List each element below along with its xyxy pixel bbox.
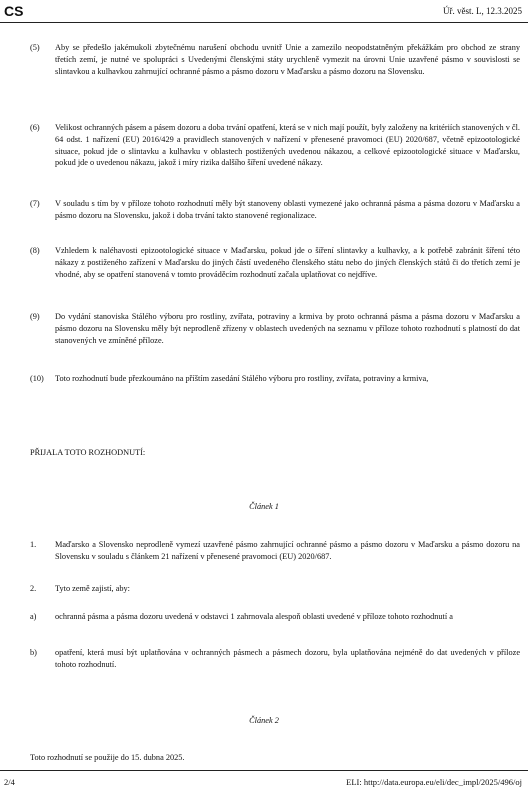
recital-text: Vzhledem k naléhavosti epizootologické situace v Maďarsku, pokud jde o šíření slintavky a kulhavky, a k potřebě zabránit šíření této nákazy z postiženého zařízení v Maďarsku do jiných částí uvedeného členského státu nebo do jiných členských států či do třetích zemí je vhodné, aby se opatření stanovená v tomto prováděcím rozhodnutí začala uplatňovat co nejdříve.: [55, 246, 520, 279]
recital-10: [30, 373, 520, 385]
recital-text: Toto rozhodnutí bude přezkoumáno na příštím zasedání Stálého výboru pro rostliny, zvířata, potraviny a krmiva,: [55, 374, 429, 383]
recital-number: (5): [30, 43, 40, 52]
point-label: b): [30, 648, 37, 657]
point-label: a): [30, 612, 37, 621]
recital-text: Aby se předešlo jakémukoli zbytečnému narušení obchodu uvnitř Unie a zamezilo neopodstatněným překážkám pro obchod ze strany třetích zemí, je nutné ve spolupráci s Uvedenými členskými státy urychleně vymezit na úrovni Unie uzavřené pásmo v souvislosti se slintavkou a kulhavkou zahrnující ochranné pásmo a pásmo dozoru v Maďarsku a pásmo dozoru na Slovensku.: [55, 43, 520, 76]
recital-5: [30, 42, 520, 77]
article-1-point-b: [30, 647, 520, 671]
article-1-point-a: [30, 611, 520, 623]
recital-number: (10): [30, 374, 44, 383]
recital-8: [30, 245, 520, 280]
recital-6: [30, 122, 520, 169]
point-text: ochranná pásma a pásma dozoru uvedená v odstavci 1 zahrnovala alespoň oblasti uvedené v příloze tohoto rozhodnutí a: [55, 612, 453, 621]
article-2-text: Toto rozhodnutí se použije do 15. dubna 2025.: [30, 753, 185, 762]
paragraph-number: 2.: [30, 584, 37, 593]
recital-text: V souladu s tím by v příloze tohoto rozhodnutí měly být stanoveny oblasti vymezené jako ochranná pásma a pásma dozoru v Maďarsku a pásmo dozoru na Slovensku, jakož i doba trvání takto stanovené regionalizace.: [55, 199, 520, 220]
article-1-heading: Článek 1: [249, 502, 279, 511]
recital-9: [30, 311, 520, 346]
recital-number: (8): [30, 246, 40, 255]
paragraph-number: 1.: [30, 540, 37, 549]
header-divider: [0, 22, 528, 23]
paragraph-text: Tyto země zajistí, aby:: [55, 584, 130, 593]
recital-number: (6): [30, 123, 40, 132]
paragraph-text: Maďarsko a Slovensko neprodleně vymezí uzavřené pásmo zahrnující ochranné pásmo a pásmo dozoru v Maďarsku a pásmo dozoru na Slovensku v souladu s článkem 21 nařízení v přenesené pravomoci (EU) 2020/687.: [55, 540, 520, 561]
recital-number: (7): [30, 199, 40, 208]
language-code: CS: [4, 3, 24, 19]
article-1-paragraph-1: [30, 539, 520, 563]
recital-7: [30, 198, 520, 222]
page-number: 2/4: [4, 777, 15, 787]
journal-reference: Úř. věst. L, 12.3.2025: [443, 6, 522, 16]
point-text: opatření, která musí být uplatňována v ochranných pásmech a pásmech dozoru, byla uplatňována nejméně do dat uvedených v příloze tohoto rozhodnutí.: [55, 648, 520, 669]
adoption-statement: PŘIJALA TOTO ROZHODNUTÍ:: [30, 448, 146, 457]
eli-link[interactable]: ELI: http://data.europa.eu/eli/dec_impl/2025/496/oj: [346, 777, 522, 787]
footer-divider: [0, 770, 528, 771]
recital-text: Do vydání stanoviska Stálého výboru pro rostliny, zvířata, potraviny a krmiva by proto ochranná pásma a pásma dozoru v Maďarsku a pásmo dozoru na Slovensku měly být neprodleně zřízeny v oblastech uvedených na seznamu v příloze tohoto rozhodnutí s platností do dat stanovených ve zmíněné příloze.: [55, 312, 520, 345]
recital-text: Velikost ochranných pásem a pásem dozoru a doba trvání opatření, která se v nich mají použít, byly založeny na kritériích stanovených v čl. 64 odst. 1 nařízení (EU) 2016/429 a pravidlech stanovených v nařízení v přenesené pravomoci (EU) 2020/687, včetně epizootologické situace, pokud jde o slintavku a kulhavku v oblastech postižených uvedenou nákazou, a celkové epizootologické situace v Maďarsku, pokud jde o uvedenou nákazu, jakož i míry rizika dalšího šíření uvedené nákazy.: [55, 123, 520, 168]
recital-number: (9): [30, 312, 40, 321]
article-1-paragraph-2: [30, 583, 520, 595]
article-2-heading: Článek 2: [249, 716, 279, 725]
